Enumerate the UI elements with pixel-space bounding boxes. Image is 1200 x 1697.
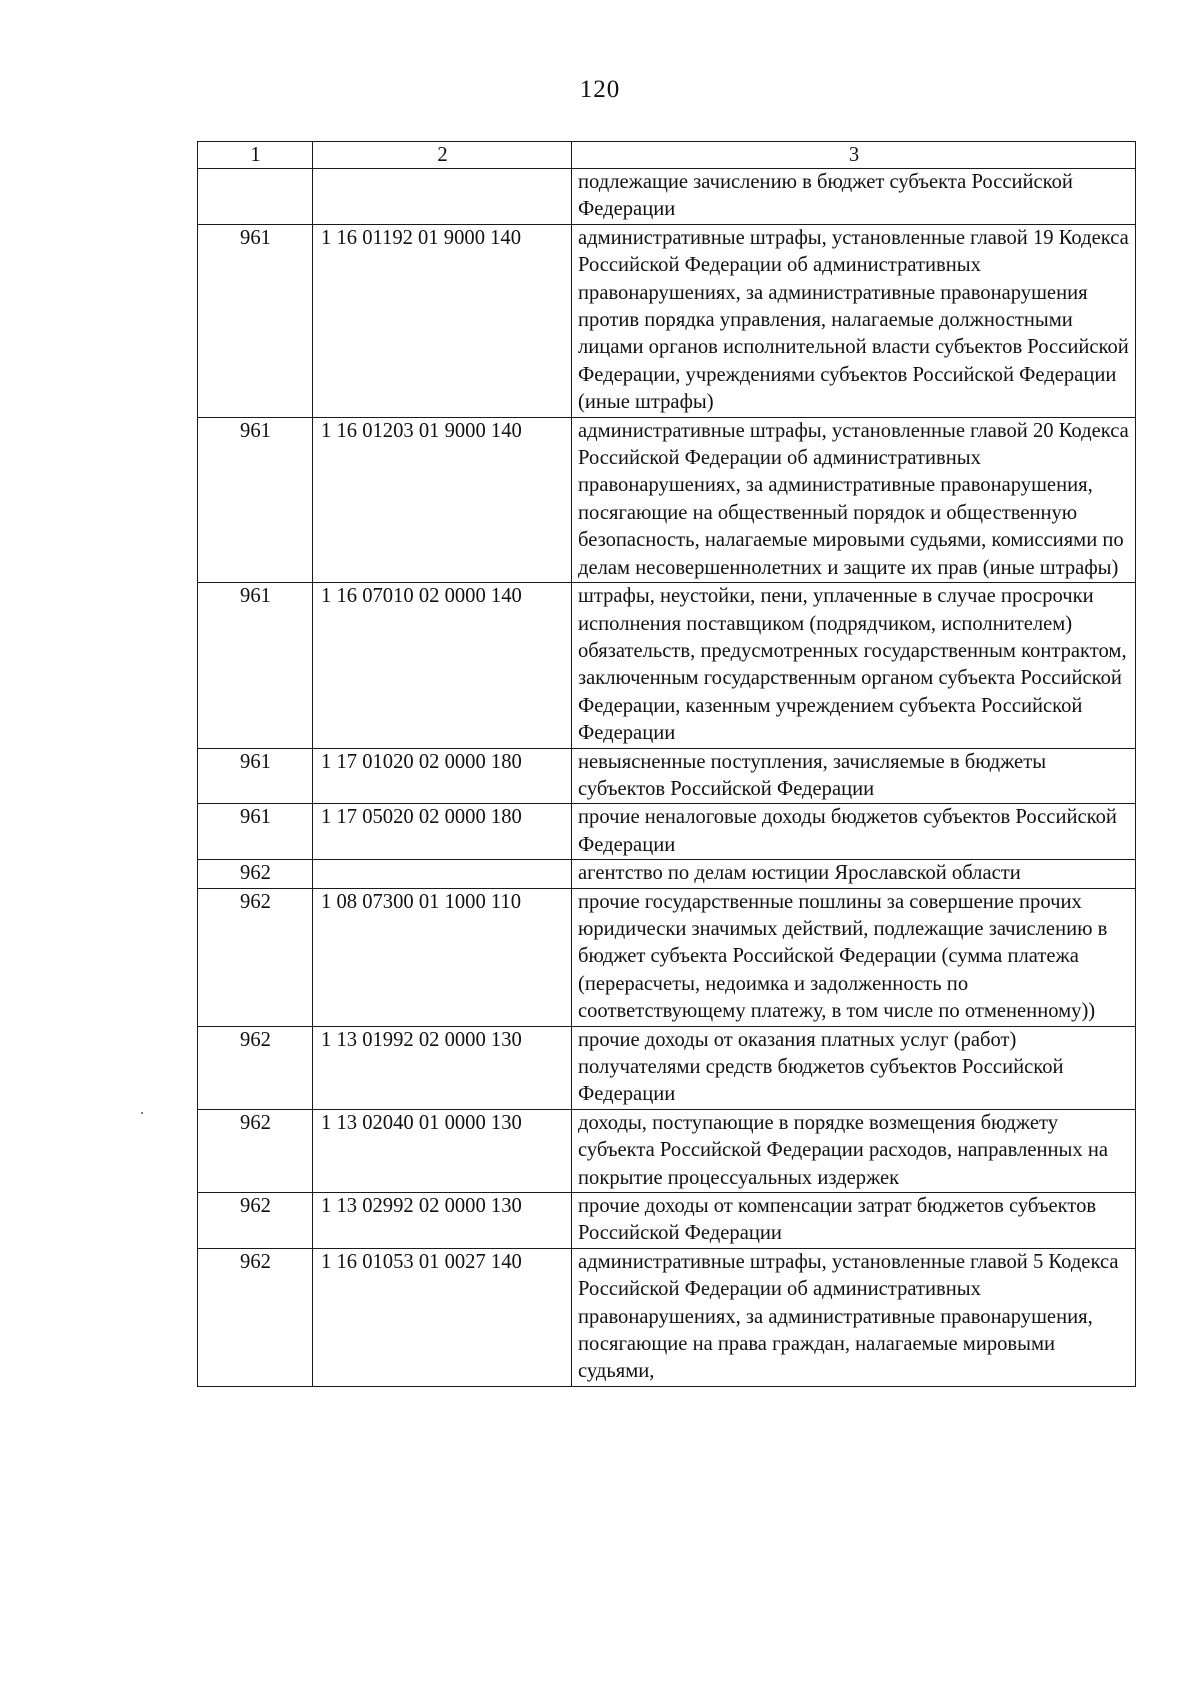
admin-code-cell: 961 (198, 804, 313, 860)
description-cell: подлежащие зачислению в бюджет субъекта Российской Федерации (572, 169, 1136, 225)
table-row (198, 1109, 1136, 1192)
admin-code-cell: 961 (198, 224, 313, 417)
budget-code-cell: 1 08 07300 01 1000 110 (313, 888, 572, 1026)
description-cell: административные штрафы, установленные главой 20 Кодекса Российской Федерации об административных правонарушениях, за административные правонарушения, посягающие на общественный порядок и общественную безопасность, налагаемые мировыми судьями, комиссиями по делам несовершеннолетних и защите их прав (иные штрафы) (572, 417, 1136, 582)
table-row (198, 748, 1136, 804)
table-row (198, 804, 1136, 860)
table-row (198, 1248, 1136, 1386)
budget-code-cell: 1 13 01992 02 0000 130 (313, 1026, 572, 1109)
admin-code-cell: 962 (198, 1026, 313, 1109)
revenue-codes-table-wrapper (197, 141, 1135, 1387)
page-number: 120 (579, 76, 621, 103)
description-cell: прочие неналоговые доходы бюджетов субъектов Российской Федерации (572, 804, 1136, 860)
table-row (198, 1193, 1136, 1249)
table-header-row (198, 142, 1136, 169)
admin-code-cell: 962 (198, 1109, 313, 1192)
budget-code-cell: 1 16 01053 01 0027 140 (313, 1248, 572, 1386)
description-cell: доходы, поступающие в порядке возмещения бюджету субъекта Российской Федерации расходов, направленных на покрытие процессуальных издержек (572, 1109, 1136, 1192)
description-cell: штрафы, неустойки, пени, уплаченные в случае просрочки исполнения поставщиком (подрядчиком, исполнителем) обязательств, предусмотренных государственным контрактом, заключенным государственным органом субъекта Российской Федерации, казенным учреждением субъекта Российской Федерации (572, 583, 1136, 748)
admin-code-cell: 961 (198, 583, 313, 748)
description-cell: прочие государственные пошлины за совершение прочих юридически значимых действий, подлежащие зачислению в бюджет субъекта Российской Федерации (сумма платежа (перерасчеты, недоимка и задолженность по соответствующему платежу, в том числе по отмененному)) (572, 888, 1136, 1026)
admin-code-cell: 961 (198, 417, 313, 582)
table-row (198, 1026, 1136, 1109)
header-col-1: 1 (198, 142, 313, 169)
table-row (198, 583, 1136, 748)
admin-code-cell: 962 (198, 860, 313, 888)
budget-code-cell (313, 860, 572, 888)
header-col-2: 2 (313, 142, 572, 169)
table-row (198, 417, 1136, 582)
description-cell: прочие доходы от оказания платных услуг (работ) получателями средств бюджетов субъектов Российской Федерации (572, 1026, 1136, 1109)
description-cell: невыясненные поступления, зачисляемые в бюджеты субъектов Российской Федерации (572, 748, 1136, 804)
description-cell: административные штрафы, установленные главой 19 Кодекса Российской Федерации об административных правонарушениях, за административные правонарушения против порядка управления, налагаемые должностными лицами органов исполнительной власти субъектов Российской Федерации, учреждениями субъектов Российской Федерации (иные штрафы) (572, 224, 1136, 417)
table-row (198, 888, 1136, 1026)
budget-code-cell: 1 17 05020 02 0000 180 (313, 804, 572, 860)
revenue-codes-table (197, 141, 1136, 1387)
admin-code-cell: 962 (198, 888, 313, 1026)
budget-code-cell: 1 16 07010 02 0000 140 (313, 583, 572, 748)
scan-speck (141, 1112, 143, 1114)
budget-code-cell: 1 13 02992 02 0000 130 (313, 1193, 572, 1249)
admin-code-cell (198, 169, 313, 225)
admin-code-cell: 962 (198, 1248, 313, 1386)
table-row (198, 169, 1136, 225)
budget-code-cell (313, 169, 572, 225)
table-row (198, 860, 1136, 888)
budget-code-cell: 1 16 01192 01 9000 140 (313, 224, 572, 417)
description-cell: агентство по делам юстиции Ярославской области (572, 860, 1136, 888)
table-row (198, 224, 1136, 417)
budget-code-cell: 1 13 02040 01 0000 130 (313, 1109, 572, 1192)
budget-code-cell: 1 17 01020 02 0000 180 (313, 748, 572, 804)
description-cell: административные штрафы, установленные главой 5 Кодекса Российской Федерации об административных правонарушениях, за административные правонарушения, посягающие на права граждан, налагаемые мировыми судьями, (572, 1248, 1136, 1386)
budget-code-cell: 1 16 01203 01 9000 140 (313, 417, 572, 582)
admin-code-cell: 962 (198, 1193, 313, 1249)
header-col-3: 3 (572, 142, 1136, 169)
description-cell: прочие доходы от компенсации затрат бюджетов субъектов Российской Федерации (572, 1193, 1136, 1249)
admin-code-cell: 961 (198, 748, 313, 804)
